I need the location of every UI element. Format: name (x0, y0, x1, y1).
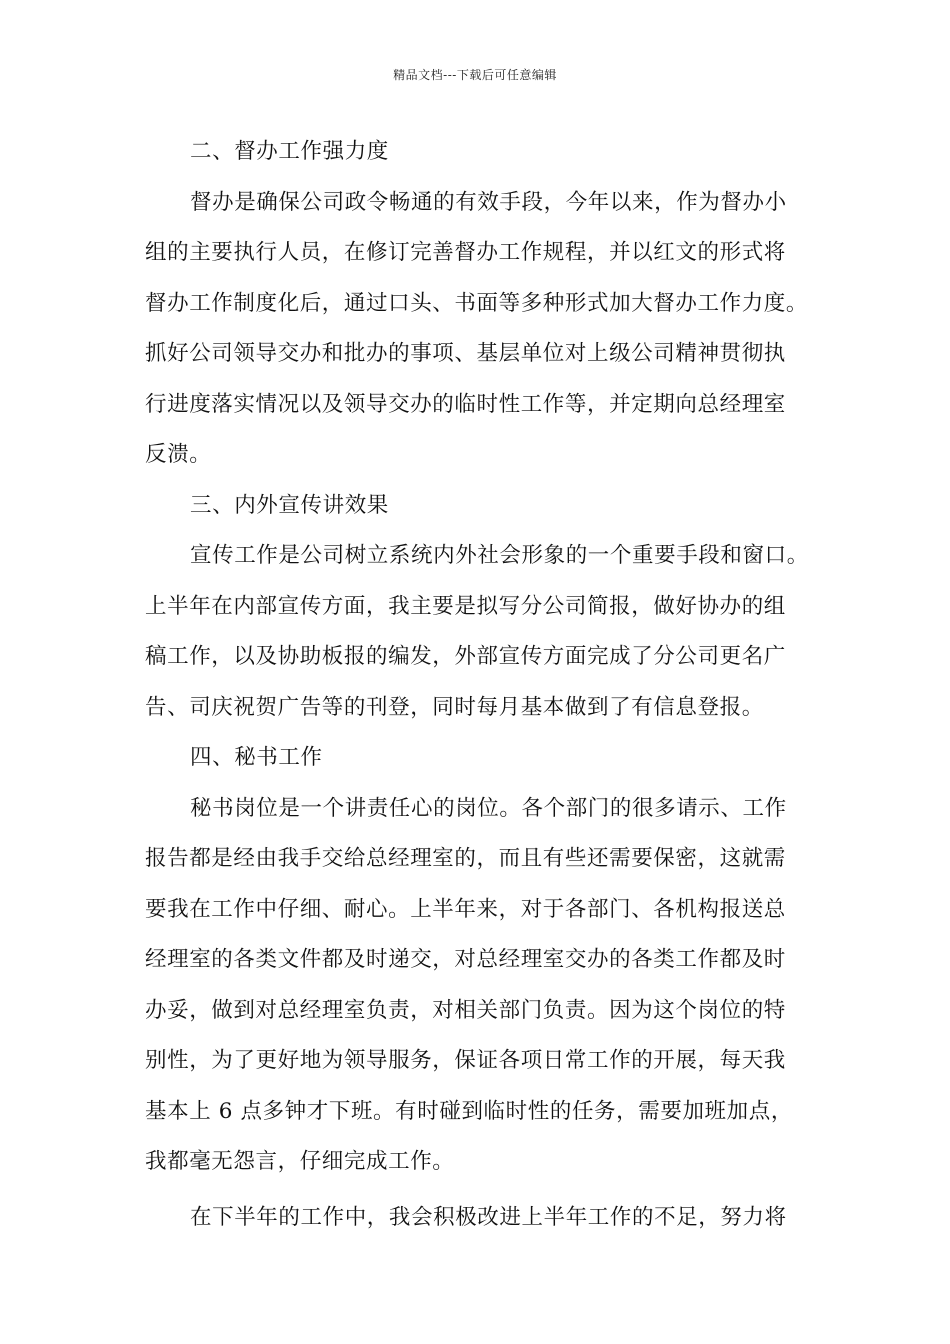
paragraph-line: 经理室的各类文件都及时递交，对总经理室交办的各类工作都及时 (145, 947, 786, 972)
paragraph-line: 报告都是经由我手交给总经理室的，而且有些还需要保密，这就需 (145, 846, 786, 871)
section-heading: 四、秘书工作 (190, 745, 323, 770)
paragraph-line: 宣传工作是公司树立系统内外社会形象的一个重要手段和窗口。 (190, 543, 809, 568)
paragraph-line: 反溃。 (145, 442, 212, 467)
paragraph-line: 行进度落实情况以及领导交办的临时性工作等，并定期向总经理室 (145, 391, 786, 417)
paragraph-line: 办妥，做到对总经理室负责，对相关部门负责。因为这个岗位的特 (145, 997, 786, 1023)
paragraph-line: 我都毫无怨言，仔细完成工作。 (145, 1149, 455, 1174)
paragraph-line: 别性，为了更好地为领导服务，保证各项日常工作的开展，每天我 (145, 1048, 786, 1073)
paragraph-line: 告、司庆祝贺广告等的刊登，同时每月基本做到了有信息登报。 (145, 694, 764, 720)
paragraph-line: 稿工作，以及协助板报的编发，外部宣传方面完成了分公司更名广 (145, 644, 786, 669)
paragraph-line: 秘书岗位是一个讲责任心的岗位。各个部门的很多请示、工作 (190, 795, 787, 821)
paragraph-line: 督办工作制度化后，通过口头、书面等多种形式加大督办工作力度。 (145, 290, 809, 316)
paragraph-line: 督办是确保公司政令畅通的有效手段，今年以来，作为督办小 (190, 189, 787, 215)
document-body (145, 134, 813, 1250)
paragraph-line: 基本上 6 点多钟才下班。有时碰到临时性的任务，需要加班加点， (145, 1098, 793, 1124)
paragraph-line: 在下半年的工作中，我会积极改进上半年工作的不足，努力将 (190, 1204, 787, 1230)
paragraph-line: 组的主要执行人员，在修订完善督办工作规程，并以红文的形式将 (145, 240, 786, 265)
section-heading: 三、内外宣传讲效果 (190, 492, 389, 518)
paragraph-line: 抓好公司领导交办和批办的事项、基层单位对上级公司精神贯彻执 (145, 341, 786, 366)
paragraph-line: 上半年在内部宣传方面，我主要是拟写分公司简报，做好协办的组 (145, 593, 786, 619)
section-heading: 二、督办工作强力度 (190, 139, 389, 164)
paragraph-line: 要我在工作中仔细、耐心。上半年来，对于各部门、各机构报送总 (145, 896, 786, 922)
page-header: 精品文档---下载后可任意编辑 (393, 68, 557, 82)
